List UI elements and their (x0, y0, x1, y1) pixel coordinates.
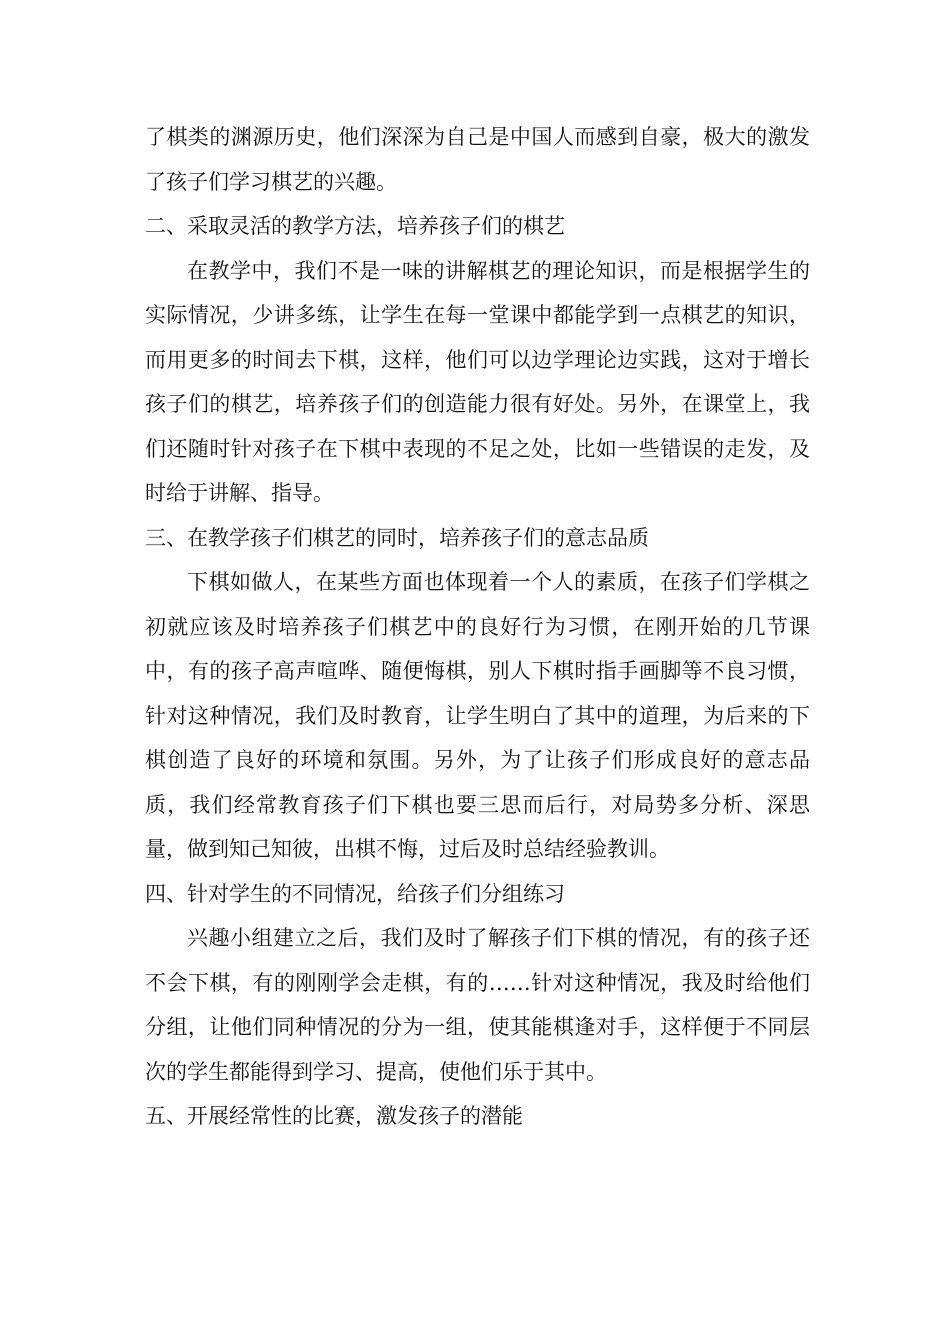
paragraph-will-quality: 下棋如做人，在某些方面也体现着一个人的素质，在孩子们学棋之初就应该及时培养孩子们棋艺中的良好行为习惯，在刚开始的几节课中，有的孩子高声喧哗、随便悔棋，别人下棋时指手画脚等不良习惯，针对这种情况，我们及时教育，让学生明白了其中的道理，为后来的下棋创造了良好的环境和氛围。另外，为了让孩子们形成良好的意志品质，我们经常教育孩子们下棋也要三思而后行，对局势多分析、深思量，做到知己知彼，出棋不悔，过后及时总结经验教训。 (145, 570, 810, 861)
document-body (145, 115, 810, 1139)
section-heading-4: 四、针对学生的不同情况，给孩子们分组练习 (145, 881, 565, 906)
paragraph-teaching-methods: 在教学中，我们不是一味的讲解棋艺的理论知识，而是根据学生的实际情况，少讲多练，让学生在每一堂课中都能学到一点棋艺的知识，而用更多的时间去下棋，这样，他们可以边学理论边实践，这对于增长孩子们的棋艺，培养孩子们的创造能力很有好处。另外，在课堂上，我们还随时针对孩子在下棋中表现的不足之处，比如一些错误的走发，及时给于讲解、指导。 (145, 258, 810, 505)
section-heading-5: 五、开展经常性的比赛，激发孩子的潜能 (145, 1104, 523, 1128)
section-heading-3: 三、在教学孩子们棋艺的同时，培养孩子们的意志品质 (145, 525, 649, 550)
paragraph-group-practice: 兴趣小组建立之后，我们及时了解孩子们下棋的情况，有的孩子还不会下棋，有的刚刚学会走棋，有的……针对这种情况，我及时给他们分组，让他们同种情况的分为一组，使其能棋逢对手，这样便于不同层次的学生都能得到学习、提高，使他们乐于其中。 (145, 926, 810, 1084)
paragraph-intro-continuation: 了棋类的渊源历史，他们深深为自己是中国人而感到自豪，极大的激发了孩子们学习棋艺的兴趣。 (145, 125, 810, 194)
section-heading-2: 二、采取灵活的教学方法，培养孩子们的棋艺 (145, 214, 565, 238)
